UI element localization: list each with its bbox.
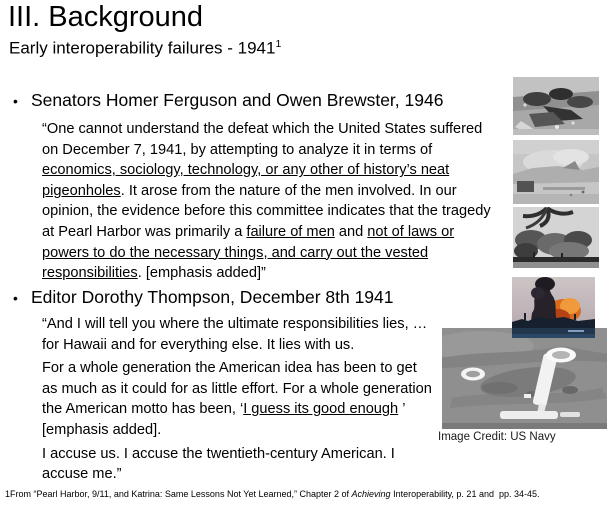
slide-title: III. Background	[8, 1, 204, 33]
bullet-marker: •	[13, 93, 18, 109]
bullet-item-ferguson-brewster	[13, 90, 443, 111]
subtitle-footnote-marker: 1	[275, 38, 282, 50]
quote-ferguson-brewster	[42, 119, 500, 284]
quote-paragraph: “And I will tell you where the ultimate responsibilities lies, … for Hawaii and for everything else. It lies with us.	[42, 316, 428, 353]
subtitle-text: Early interoperability failures - 1941	[9, 38, 276, 58]
bullet-heading-dorothy-thompson: Editor Dorothy Thompson, December 8th 1941	[31, 287, 394, 307]
slide-subtitle	[9, 38, 281, 59]
bullet-item-dorothy-thompson	[13, 287, 394, 308]
wrecked-aircraft-photo	[513, 77, 599, 135]
quote-paragraph: I accuse us. I accuse the twentieth-century American. I accuse me.”	[42, 445, 395, 483]
quote-paragraph: “One cannot understand the defeat which the United States suffered on December 7, 1941, by attempting to analyze it in terms of economics, sociology, technology, or any other of history’s neat pigeonholes. It arose from the nature of the men involved. In our opinion, the evidence before this committee indicates that the tragedy at Pearl Harbor was primarily a failure of men and not of laws or powers to do the necessary things, and carry out the vested responsibilities. [emphasis added]”	[42, 121, 491, 282]
bullet-marker: •	[13, 290, 18, 306]
quote-dorothy-thompson	[42, 314, 434, 488]
airfield-under-attack-photo	[513, 140, 599, 204]
burning-battleship-photo	[512, 277, 595, 338]
footnote: 1From “Pearl Harbor, 9/11, and Katrina: Same Lessons Not Yet Learned,” Chapter 2 of Achieving Interoperability, p. 21 and pp. 34-45.	[5, 489, 540, 499]
image-credit-caption: Image Credit: US Navy	[438, 431, 556, 443]
palm-tree-smoke-photo	[513, 207, 599, 268]
arizona-memorial-aerial-photo	[442, 328, 607, 429]
quote-paragraph: For a whole generation the American idea has been to get as much as it could for as little effort. For a whole generation the American motto has been, ‘I guess its good enough ’ [emphasis added].	[42, 360, 432, 438]
bullet-heading-ferguson-brewster: Senators Homer Ferguson and Owen Brewster, 1946	[31, 90, 444, 110]
